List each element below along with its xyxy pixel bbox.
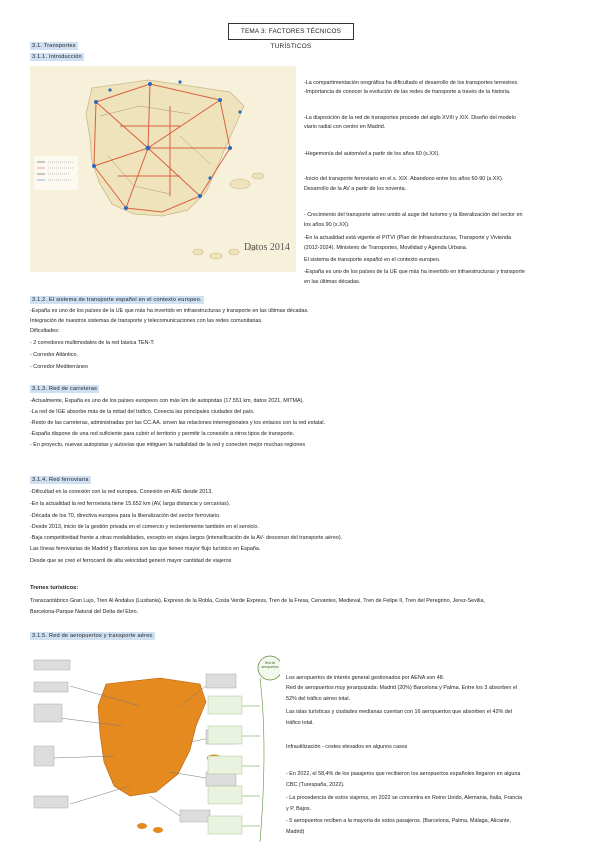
s313-line: - En proyecto, nuevas autopistas y autovías que mitiguen la radialidad de la red y conecten mejor muchas regiones bbox=[30, 442, 306, 448]
s315-line: 52% del tráfico aéreo total. bbox=[286, 696, 351, 702]
heading-3-1-1: 3.1.1. Introducción bbox=[32, 54, 82, 60]
intro-line: -Hegemonía del automóvil a partir de los años 60 (s.XX). bbox=[304, 151, 440, 157]
intro-line: en las últimas décadas. bbox=[304, 279, 361, 285]
s314-line: Las líneas ferroviarias de Madrid y Barcelona son las que tienen mayor flujo turístico en España. bbox=[30, 546, 261, 552]
s314-line: Desde que se creó el ferrocarril de alta velocidad generó mayor cantidad de viajeros bbox=[30, 558, 232, 564]
heading-3-1-2: 3.1.2. El sistema de transporte español en el contexto europeo. bbox=[32, 297, 202, 303]
intro-line: (2012-2024). Ministerio de Transportes, Movilidad y Agenda Urbana. bbox=[304, 245, 468, 251]
airport-network-label: Red de aeropuertos bbox=[261, 661, 279, 669]
trenes-line: Barcelona-Parque Natural del Delta del Ebro. bbox=[30, 609, 139, 615]
intro-line: -Inicio del transporte ferroviario en el s. XIX. Abandono entre los años 60-90 (s.XX). bbox=[304, 176, 504, 182]
intro-line: viario radial con centro en Madrid. bbox=[304, 124, 386, 130]
s314-line: -Baja competitividad frente a otras modalidades, excepto en viajes largos (intensificación de la AV- descenso del transporte aéreo). bbox=[30, 535, 343, 541]
s315-line: Los aeropuertos de interés general gestionados por AENA son 48. bbox=[286, 675, 445, 681]
s315-line: CBC (Turespaña, 2022). bbox=[286, 782, 345, 788]
s315-line: - En 2022, el 58,4% de los pasajeros que recibieron los aeropuertos españoles llegaron en alguna bbox=[286, 771, 521, 777]
s315-line: Madrid) bbox=[286, 829, 305, 835]
s312-line: - Corredor Mediterráneo bbox=[30, 364, 88, 370]
airport-map-graphic bbox=[30, 646, 280, 848]
s312-line: - Corredor Atlántico. bbox=[30, 352, 78, 358]
s312-line: Dificultades: bbox=[30, 328, 60, 334]
s312-line: Integración de nuestros sistemas de transporte y telecomunicaciones con las redes comunitarias. bbox=[30, 318, 263, 324]
intro-line: -La compartimentación orográfica ha dificultado el desarrollo de los transportes terrestres. bbox=[304, 80, 519, 86]
s313-line: -Actualmente, España es uno de los países europeos con más km de autopistas (17.551 km, datos 2021, MITMA). bbox=[30, 398, 304, 404]
s314-line: -Dificultad en la conexión con la red europea. Conexión en AVE desde 2013. bbox=[30, 489, 213, 495]
intro-line: Desarrollo de la AV a partir de los noventa. bbox=[304, 186, 407, 192]
heading-3-1-3: 3.1.3. Red de carreteras bbox=[32, 386, 98, 392]
heading-3-1: 3.1. Transportes bbox=[32, 43, 76, 49]
s315-line: Infrautilización - costes elevados en algunos casos bbox=[286, 744, 408, 750]
s314-line: -En la actualidad la red ferroviaria tiene 15.652 km (AV, larga distancia y cercanías). bbox=[30, 501, 231, 507]
airport-network-map bbox=[30, 646, 280, 848]
s314-line: -Década de los 70, directiva europea para la liberalización del sector ferroviario. bbox=[30, 513, 221, 519]
intro-line: -Importancia de conocer la evolución de las redes de transporte a través de la historia. bbox=[304, 89, 511, 95]
s314-line: -Desde 2013, inicio de la gestión privada en el comercio y recientemente también en el servicio. bbox=[30, 524, 259, 530]
intro-line: los años 90 (s.XX). bbox=[304, 222, 350, 228]
s315-line: y P. Bajos. bbox=[286, 806, 312, 812]
s313-line: -Resto de las carreteras, administradas por las CC.AA. sirven las relaciones interregionales y los enlaces con la red estatal. bbox=[30, 420, 326, 426]
transport-network-map bbox=[30, 66, 296, 272]
s315-line: Las islas turísticas y ciudades medianas cuentan con 16 aeropuertos que absorben el 42% del bbox=[286, 709, 512, 715]
map-caption: Datos 2014 bbox=[244, 242, 290, 253]
intro-line: -En la actualidad está vigente el PITVI (Plan de Infraestructuras, Transporte y Vivienda bbox=[304, 235, 511, 241]
s315-line: Red de aeropuertos muy jerarquizada: Madrid (20%) Barcelona y Palma. Entre los 3 absorben el bbox=[286, 685, 518, 691]
heading-3-1-4: 3.1.4. Red ferroviaria bbox=[32, 477, 89, 483]
s313-line: -La red de IGE absorbe más de la mitad del tráfico. Conecta las principales ciudades del país. bbox=[30, 409, 255, 415]
heading-3-1-5: 3.1.5. Red de aeropuertos y transporte aéreo bbox=[32, 633, 153, 639]
trenes-line: Transcantábrico Gran Lujo, Tren Al Andalus (Lusitania), Expreso de la Robla, Costa Verde Express, Tren de la Fresa, Cervantes, Medieval, Tren de Felipe II, Tren del Peregrino, Jerez-Sevilla, bbox=[30, 598, 485, 604]
s312-line: - 2 corredores multimodales de la red básica TEN-T: bbox=[30, 340, 155, 346]
s315-line: - La procedencia de estos viajeros, en 2022 se concentra en Reino Unido, Alemania, Italia, Francia bbox=[286, 795, 523, 801]
intro-line: El sistema de transporte español en el contexto europeo. bbox=[304, 257, 441, 263]
trenes-heading: Trenes turísticos: bbox=[30, 585, 79, 591]
intro-line: - Crecimiento del transporte aéreo unido al auge del turismo y la liberalización del sector en bbox=[304, 212, 523, 218]
s313-line: -España dispone de una red suficiente para cubrir el territorio y permitir la conexión a otros tipos de transporte. bbox=[30, 431, 295, 437]
page-title: TEMA 3: FACTORES TÉCNICOS TURÍSTICOS bbox=[228, 23, 354, 40]
s315-line: tráfico total. bbox=[286, 720, 314, 726]
intro-line: -La disposición de la red de transportes procede del siglo XVIII y XIX. Diseño del modelo bbox=[304, 115, 516, 121]
intro-line: -España es uno de los países de la UE que más ha invertido en infraestructuras y transporte bbox=[304, 269, 525, 275]
s312-line: -España es uno de los países de la UE que más ha invertido en infraestructuras y transporte en las últimas décadas. bbox=[30, 308, 309, 314]
s315-line: - 5 aeropuertos reciben a la mayoría de estos pasajeros. (Barcelona, Palma, Málaga, Alicante, bbox=[286, 818, 512, 824]
